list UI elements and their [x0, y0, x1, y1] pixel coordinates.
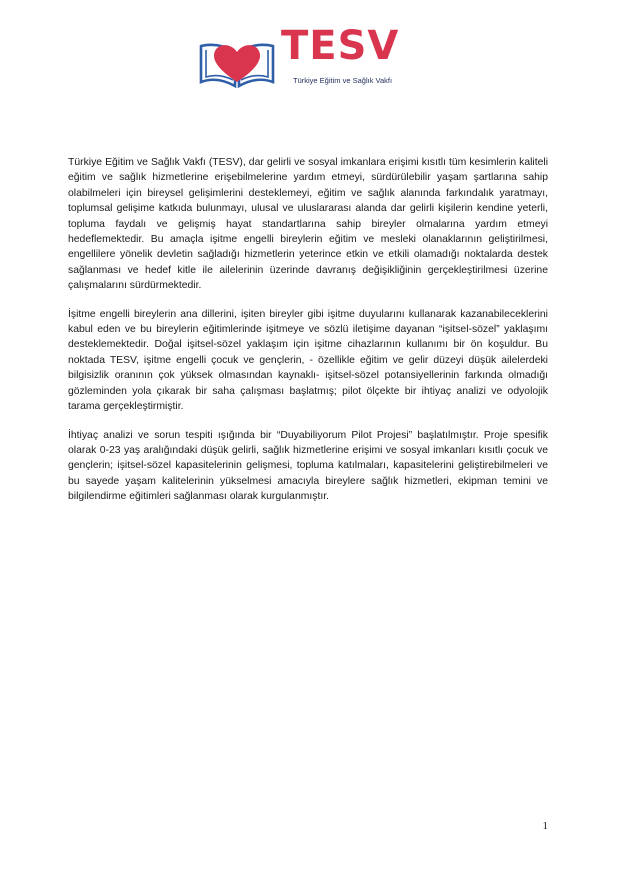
tesv-logo: [197, 23, 412, 94]
body-text: [68, 155, 548, 518]
logo-tagline: Türkiye Eğitim ve Sağlık Vakfı: [293, 76, 393, 85]
logo-wordmark: TESV: [281, 23, 400, 69]
paragraph-1: Türkiye Eğitim ve Sağlık Vakfı (TESV), dar gelirli ve sosyal imkanlara erişimi kısıtlı tüm kesimlerin kaliteli eğitim ve sağlık hizmetlerine erişebilmelerine yardım etmeyi, sürdürülebilir yaşam şartlarına sahip olabilmeleri için bireysel gelişimlerini desteklemeyi, eğitim ve sağlık alanında farkındalık yaratmayı, toplumsal gelişime katkıda bulunmayı, ulusal ve uluslararası alanda dar gelirli kişilerin kendine yeterli, topluma faydalı ve gelişmiş hayat standartlarına sahip bireyler olmalarına yardım etmeyi hedeflemektedir. Bu amaçla işitme engelli bireylerin eğitim ve mesleki olanaklarının geliştirilmesi, engellilere yönelik devletin sağladığı hizmetlerin yeterince etkin ve etkili olamadığı noktalarda destek sağlanması ve hedef kitle ile ailelerinin üzerinde davranış değişikliğinin gerçekleştirilmesi üzerine çalışmalarını sürdürmektedir.: [68, 157, 548, 292]
paragraph-3: İhtiyaç analizi ve sorun tespiti ışığında bir “Duyabiliyorum Pilot Projesi” başlatılmıştır. Proje spesifik olarak 0-23 yaş aralığındaki düşük gelirli, sağlık hizmetlerine erişimi ve sosyal imkanları kısıtlı çocuk ve gençlerin; işitsel-sözel kapasitelerinin gelişmesi, topluma katılmaları, kapasitelerini geliştirebilmeleri ve bu sayede yaşam kalitelerinin yükselmesi amacıyla bireylere sağlık hizmetleri, ekipman temini ve bilgilendirme eğitimleri sağlanması olarak kurgulanmıştır.: [68, 429, 548, 503]
page-number: 1: [542, 820, 548, 832]
heart-book-icon: [197, 36, 277, 90]
paragraph-2: İşitme engelli bireylerin ana dillerini, işiten bireyler gibi işitme duyularını kullanarak kazanabileceklerini kabul eden ve bu bireylerin eğitimlerinde işitmeye ve sözlü iletişime dayanan “işitsel-sözel” yaklaşımı desteklemektedir. Doğal işitsel-sözel yaklaşım için işitme cihazlarının kullanımı bir ön koşuldur. Bu noktada TESV, işitme engelli çocuk ve gençlerin, - özellikle eğitim ve gelir düzeyi düşük ailelerdeki bilgisizlik oranının çok yüksek olmasından kaynaklı- işitsel-sözel potansiyellerinin farkında olmadığı gözleminden yola çıkarak bir saha çalışması başlatmış; pilot ölçekte bir ihtiyaç analizi ve odyolojik tarama gerçekleştirmiştir.: [68, 308, 548, 413]
